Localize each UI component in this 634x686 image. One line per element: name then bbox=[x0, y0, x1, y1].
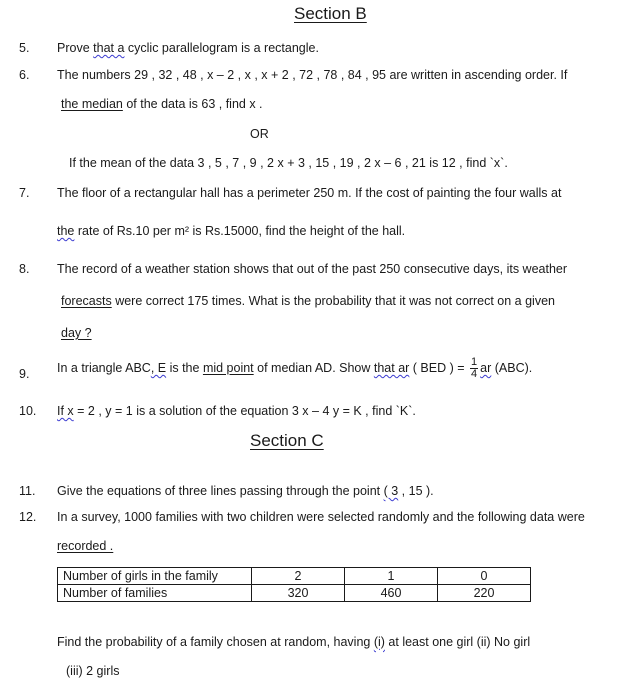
spellcheck-mark: forecasts bbox=[61, 294, 112, 308]
question-number: 8. bbox=[19, 262, 30, 276]
question-8-line-1: The record of a weather station shows that out of the past 250 consecutive days, its weather bbox=[57, 262, 568, 276]
spellcheck-mark: (i) bbox=[373, 635, 385, 649]
text-segment: Give the equations of three lines passing through the point bbox=[57, 484, 384, 498]
spellcheck-mark: that ar bbox=[373, 361, 410, 375]
survey-table bbox=[57, 567, 531, 602]
table-cell: 0 bbox=[438, 568, 531, 585]
question-10-text bbox=[57, 404, 416, 418]
table-cell-label: Number of girls in the family bbox=[58, 568, 252, 585]
text-segment: = 2 , y = 1 is a solution of the equation 3 x – 4 y = K , find `K`. bbox=[73, 404, 416, 418]
question-12-line-1: In a survey, 1000 families with two children were selected randomly and the following data were bbox=[57, 510, 585, 524]
question-6-line-2 bbox=[61, 97, 263, 111]
spellcheck-mark: ( 3 bbox=[383, 484, 399, 498]
text-segment: of the data is 63 , find x . bbox=[122, 97, 263, 111]
text-segment: at least one girl (ii) No girl bbox=[384, 635, 531, 649]
question-number: 9. bbox=[19, 367, 30, 381]
text-segment: Prove bbox=[57, 41, 94, 55]
question-6-line-1: The numbers 29 , 32 , 48 , x – 2 , x , x + 2 , 72 , 78 , 84 , 95 are written in ascending order. If bbox=[57, 68, 568, 82]
question-8-line-2 bbox=[61, 294, 555, 308]
fraction bbox=[470, 357, 478, 380]
spellcheck-mark: mid point bbox=[202, 361, 254, 375]
question-number: 6. bbox=[19, 68, 30, 82]
question-number: 10. bbox=[19, 404, 37, 418]
text-segment: Find the probability of a family chosen at random, having bbox=[57, 635, 374, 649]
fraction-numerator: 1 bbox=[471, 356, 478, 369]
fraction-denominator: 4 bbox=[471, 368, 478, 381]
question-12-line-4: (iii) 2 girls bbox=[66, 664, 120, 678]
spellcheck-mark: the bbox=[57, 224, 75, 238]
table-row bbox=[58, 568, 531, 585]
table-cell: 1 bbox=[345, 568, 438, 585]
question-number: 7. bbox=[19, 186, 30, 200]
spellcheck-mark: that a bbox=[93, 41, 125, 55]
spellcheck-mark: If x bbox=[57, 404, 74, 418]
text-segment: In a triangle ABC bbox=[57, 361, 151, 375]
spellcheck-mark: ar bbox=[480, 361, 492, 375]
table-cell: 460 bbox=[345, 585, 438, 602]
spellcheck-mark: the median bbox=[61, 97, 123, 111]
text-segment: were correct 175 times. What is the probability that it was not correct on a given bbox=[111, 294, 555, 308]
or-separator: OR bbox=[250, 127, 269, 141]
table-cell: 220 bbox=[438, 585, 531, 602]
table-cell-label: Number of families bbox=[58, 585, 252, 602]
table-row bbox=[58, 585, 531, 602]
text-segment: is the bbox=[166, 361, 203, 375]
question-12-line-3 bbox=[57, 635, 530, 649]
section-b-heading: Section B bbox=[294, 4, 367, 23]
question-9-text bbox=[57, 355, 532, 381]
question-6-alternative: If the mean of the data 3 , 5 , 7 , 9 , 2 x + 3 , 15 , 19 , 2 x – 6 , 21 is 12 , find `x`. bbox=[69, 156, 508, 170]
question-8-line-3: day ? bbox=[61, 326, 92, 340]
question-number: 11. bbox=[19, 484, 36, 498]
text-segment: rate of Rs.10 per m² is Rs.15000, find the height of the hall. bbox=[74, 224, 406, 238]
text-segment: , 15 ). bbox=[398, 484, 434, 498]
text-segment: ( BED ) = bbox=[409, 361, 469, 375]
text-segment: (ABC). bbox=[491, 361, 533, 375]
question-5-text bbox=[57, 41, 319, 55]
spellcheck-mark: , E bbox=[150, 361, 167, 375]
text-segment: cyclic parallelogram is a rectangle. bbox=[124, 41, 319, 55]
question-7-line-1: The floor of a rectangular hall has a perimeter 250 m. If the cost of painting the four walls at bbox=[57, 186, 562, 200]
text-segment: of median AD. Show bbox=[253, 361, 374, 375]
section-c-heading: Section C bbox=[250, 431, 324, 450]
table-cell: 320 bbox=[252, 585, 345, 602]
question-11-text bbox=[57, 484, 434, 498]
question-7-line-2 bbox=[57, 224, 405, 238]
table-cell: 2 bbox=[252, 568, 345, 585]
question-12-line-2: recorded . bbox=[57, 539, 114, 553]
question-number: 12. bbox=[19, 510, 37, 524]
question-number: 5. bbox=[19, 41, 30, 55]
